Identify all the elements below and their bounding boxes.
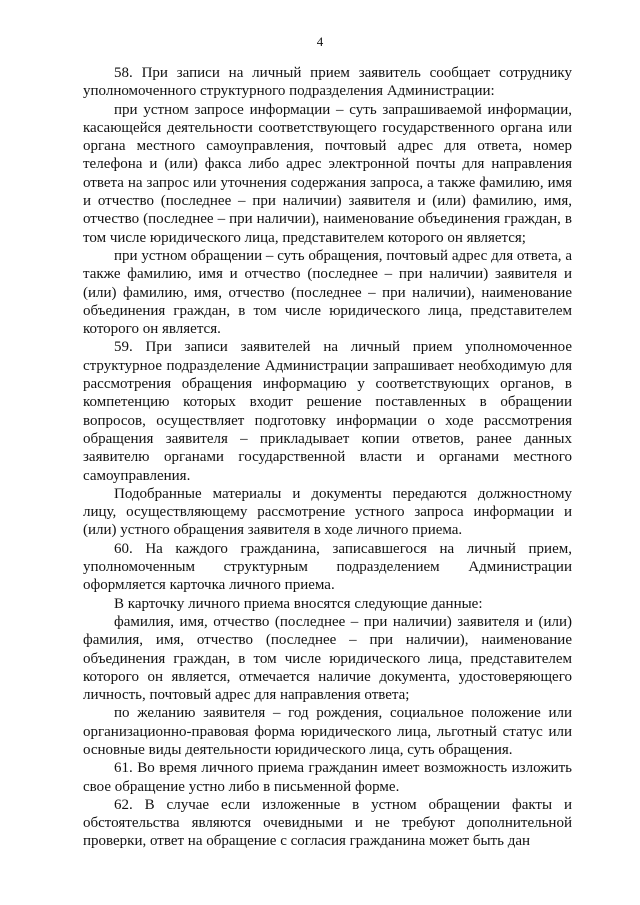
- paragraph-card-data-optional: по желанию заявителя – год рождения, социальное положение или организационно-правовая форма юридического лица, льготный статус или основные виды деятельности юридического лица, суть обращения.: [83, 705, 572, 758]
- paragraph-card-data-name: фамилия, имя, отчество (последнее – при наличии) заявителя и (или) фамилия, имя, отчество (последнее – при наличии), наименование объединения граждан, в том числе юридического лица, представителем которого он является, отмечается наличие документа, удостоверяющего личность, почтовый адрес для направления ответа;: [83, 613, 572, 704]
- paragraph-oral-request: при устном запросе информации – суть запрашиваемой информации, касающейся деятельности соответствующего государственного органа или органа местного самоуправления, почтовый адрес для ответа, номер телефона и (или) факса либо адрес электронной почты для направления ответа на запрос или уточнения содержания запроса, а также фамилию, имя и отчество (последнее – при наличии) заявителя и (или) фамилию, имя, отчество (последнее – при наличии), наименование объединения граждан, в том числе юридического лица, представителем которого он является;: [83, 101, 572, 246]
- paragraph-60: 60. На каждого гражданина, записавшегося на личный прием, уполномоченным структурным подразделением Администрации оформляется карточка личного приема.: [83, 540, 572, 594]
- paragraph-materials: Подобранные материалы и документы передаются должностному лицу, осуществляющему рассмотрение устного запроса информации и (или) устного обращения заявителя в ходе личного приема.: [83, 485, 572, 539]
- document-body: [83, 64, 572, 851]
- paragraph-62: 62. В случае если изложенные в устном обращении факты и обстоятельства являются очевидными и не требуют дополнительной проверки, ответ на обращение с согласия гражданина может быть дан: [83, 796, 572, 850]
- paragraph-card-data-intro: В карточку личного приема вносятся следующие данные:: [114, 595, 483, 612]
- paragraph-61: 61. Во время личного приема гражданин имеет возможность изложить свое обращение устно либо в письменной форме.: [83, 760, 572, 795]
- page-number: 4: [316, 34, 324, 49]
- paragraph-oral-appeal: при устном обращении – суть обращения, почтовый адрес для ответа, а также фамилию, имя и отчество (последнее – при наличии) заявителя и (или) фамилию, имя, отчество (последнее – при наличии), наименование объединения граждан, в том числе юридического лица, представителем которого он является.: [83, 247, 572, 338]
- paragraph-58: 58. При записи на личный прием заявитель сообщает сотруднику уполномоченного структурного подразделения Администрации:: [83, 65, 572, 100]
- paragraph-59: 59. При записи заявителей на личный прием уполномоченное структурное подразделение Администрации запрашивает необходимую для рассмотрения обращения информацию у соответствующих органов, в компетенцию которых входит решение поставленных в обращении вопросов, осуществляет подготовку информации о ходе рассмотрения обращения заявителя – прикладывает копии ответов, ранее данных заявителю органами государственной власти и органами местного самоуправления.: [83, 339, 572, 484]
